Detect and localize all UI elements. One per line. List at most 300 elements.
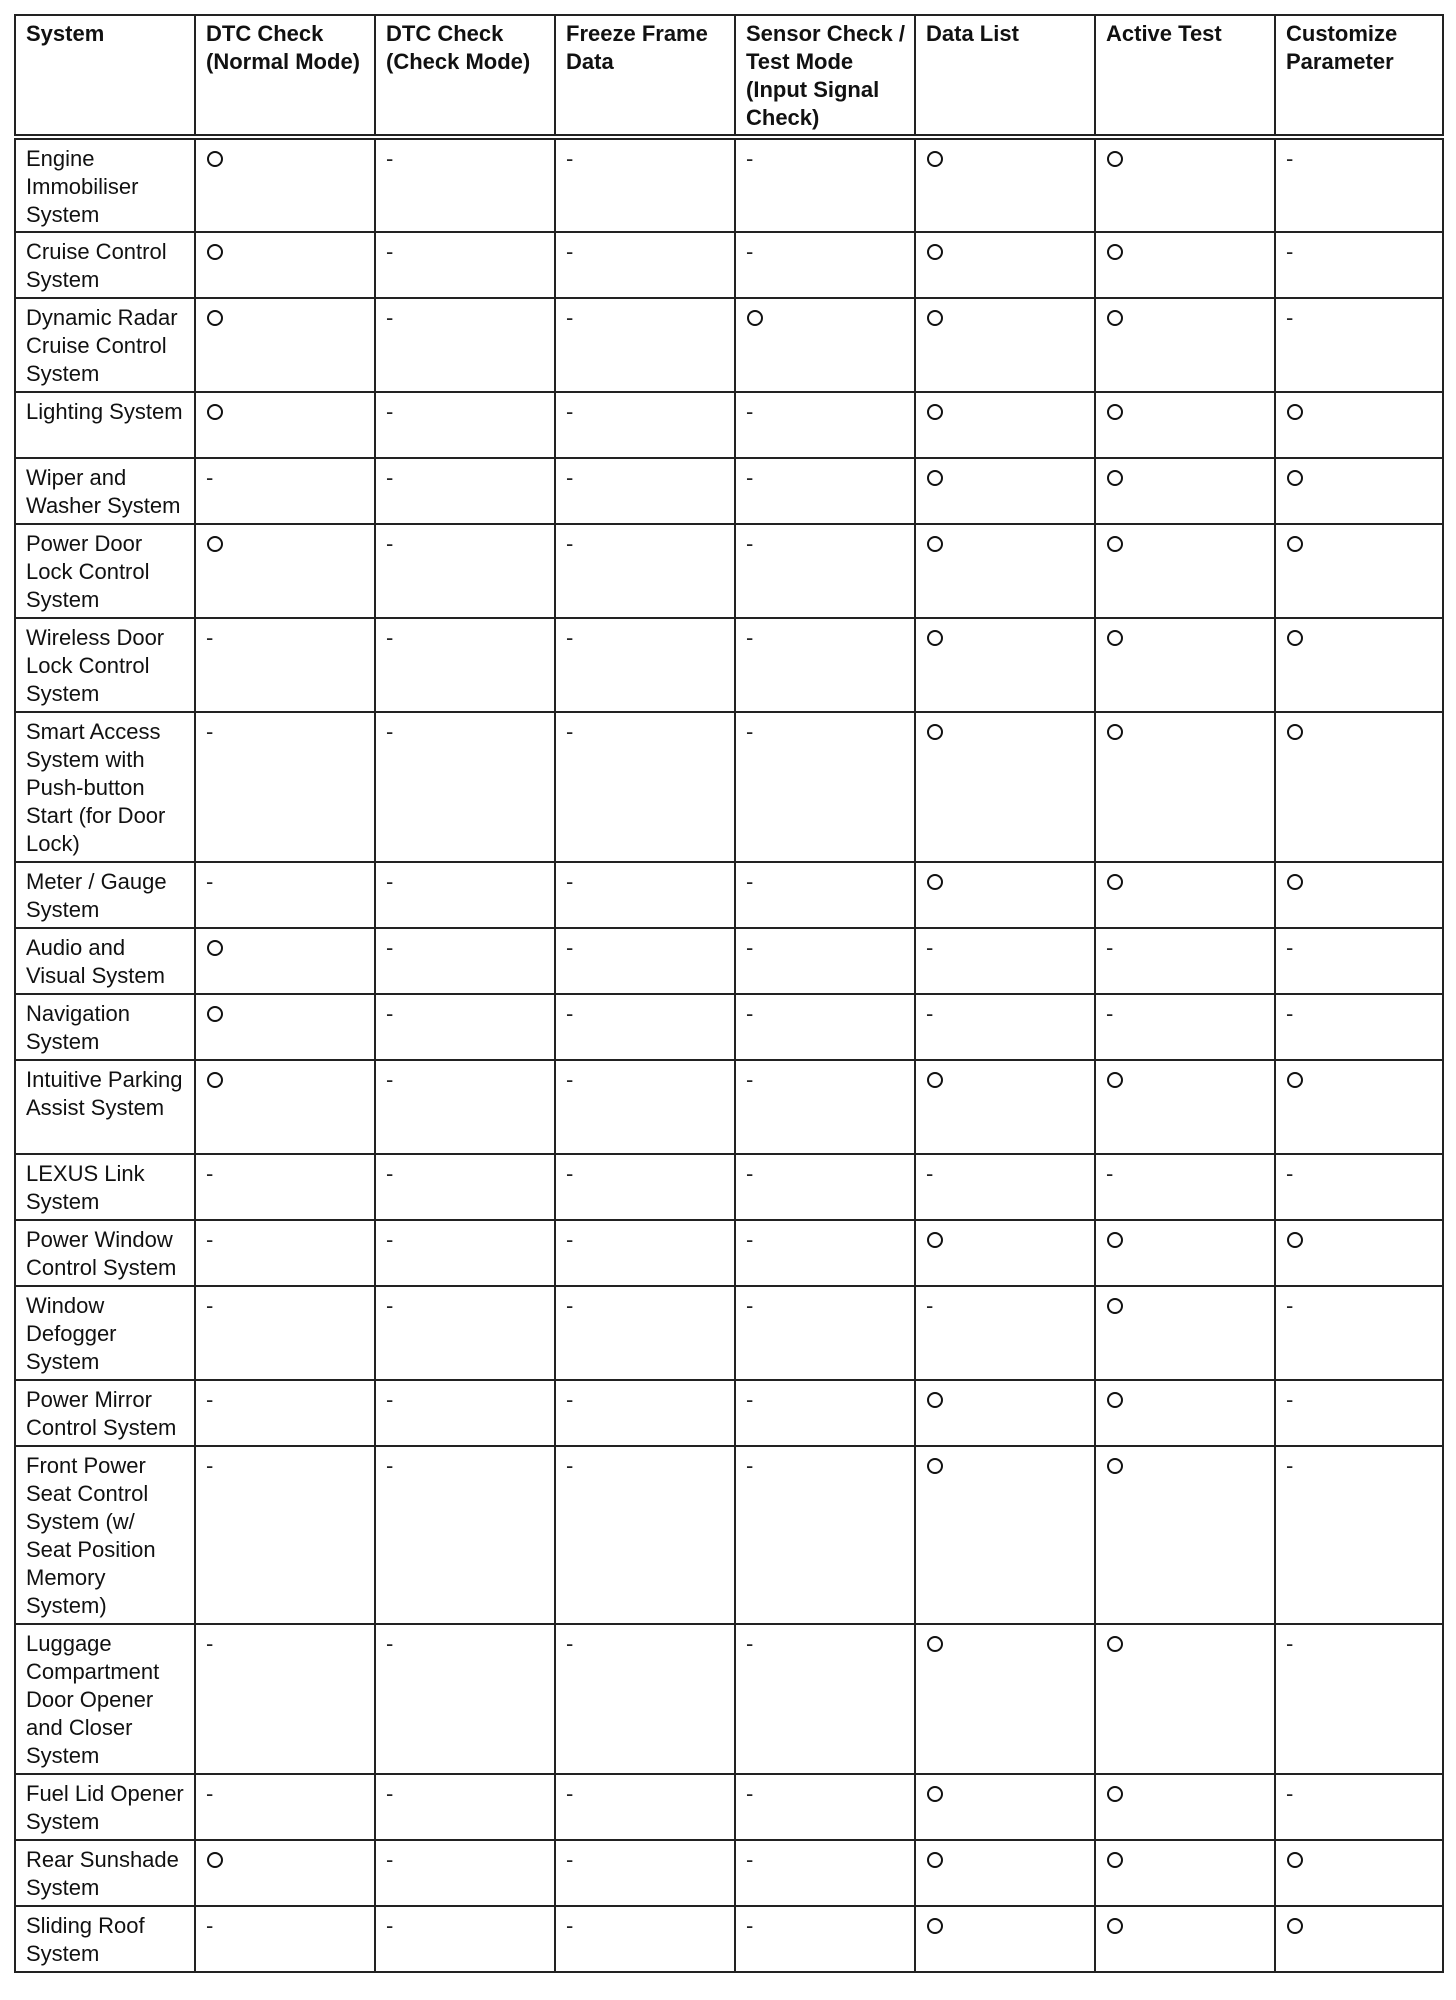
not-supported-cell: [735, 1774, 915, 1840]
circle-icon: [927, 1786, 943, 1802]
dash-mark: -: [386, 1001, 394, 1026]
not-supported-cell: [195, 458, 375, 524]
dash-mark: -: [746, 625, 754, 650]
supported-cell: [1095, 232, 1275, 298]
header-dtc-check: DTC Check (Check Mode): [375, 15, 555, 137]
dash-mark: -: [1286, 1387, 1294, 1412]
dash-mark: -: [1106, 1001, 1114, 1026]
dash-mark: -: [386, 531, 394, 556]
supported-cell: [915, 298, 1095, 392]
dash-mark: -: [386, 146, 394, 171]
circle-icon: [1107, 1918, 1123, 1934]
circle-icon: [927, 1072, 943, 1088]
system-name-cell: Smart Access System with Push-button Start (for Door Lock): [15, 712, 195, 862]
dash-mark: -: [746, 1453, 754, 1478]
not-supported-cell: [375, 712, 555, 862]
not-supported-cell: [555, 618, 735, 712]
supported-cell: [195, 524, 375, 618]
circle-icon: [207, 151, 223, 167]
header-active-test: Active Test: [1095, 15, 1275, 137]
not-supported-cell: [735, 392, 915, 458]
circle-icon: [207, 940, 223, 956]
supported-cell: [1095, 1624, 1275, 1774]
dash-mark: -: [386, 465, 394, 490]
supported-cell: [915, 232, 1095, 298]
header-customize: Customize Parameter: [1275, 15, 1443, 137]
not-supported-cell: [375, 862, 555, 928]
supported-cell: [195, 232, 375, 298]
dash-mark: -: [746, 1001, 754, 1026]
circle-icon: [1107, 1458, 1123, 1474]
supported-cell: [195, 392, 375, 458]
not-supported-cell: [735, 1446, 915, 1624]
circle-icon: [207, 536, 223, 552]
table-row: [15, 1220, 1443, 1286]
not-supported-cell: [555, 232, 735, 298]
dash-mark: -: [566, 1913, 574, 1938]
not-supported-cell: [375, 524, 555, 618]
table-row: [15, 928, 1443, 994]
dash-mark: -: [206, 1227, 214, 1252]
circle-icon: [927, 1232, 943, 1248]
not-supported-cell: [555, 928, 735, 994]
dash-mark: -: [1286, 1781, 1294, 1806]
dash-mark: -: [566, 1067, 574, 1092]
supported-cell: [1095, 1774, 1275, 1840]
circle-icon: [927, 724, 943, 740]
not-supported-cell: [555, 1286, 735, 1380]
system-name-cell: Power Door Lock Control System: [15, 524, 195, 618]
dash-mark: -: [1106, 1161, 1114, 1186]
circle-icon: [927, 1636, 943, 1652]
not-supported-cell: [555, 712, 735, 862]
supported-cell: [1275, 862, 1443, 928]
header-dtc-normal: DTC Check (Normal Mode): [195, 15, 375, 137]
table-row: [15, 298, 1443, 392]
supported-cell: [915, 1060, 1095, 1154]
circle-icon: [1287, 1232, 1303, 1248]
not-supported-cell: [915, 928, 1095, 994]
not-supported-cell: [375, 1154, 555, 1220]
circle-icon: [1287, 630, 1303, 646]
supported-cell: [1095, 712, 1275, 862]
system-name-cell: Fuel Lid Opener System: [15, 1774, 195, 1840]
dash-mark: -: [566, 305, 574, 330]
dash-mark: -: [206, 1913, 214, 1938]
dash-mark: -: [746, 1913, 754, 1938]
not-supported-cell: [1095, 1154, 1275, 1220]
circle-icon: [927, 151, 943, 167]
dash-mark: -: [746, 1293, 754, 1318]
dash-mark: -: [566, 625, 574, 650]
table-row: [15, 1840, 1443, 1906]
not-supported-cell: [735, 1906, 915, 1972]
dash-mark: -: [386, 1227, 394, 1252]
supported-cell: [915, 618, 1095, 712]
supported-cell: [1275, 1906, 1443, 1972]
supported-cell: [195, 1060, 375, 1154]
dash-mark: -: [1286, 1001, 1294, 1026]
not-supported-cell: [375, 298, 555, 392]
supported-cell: [1095, 1060, 1275, 1154]
circle-icon: [1287, 874, 1303, 890]
dash-mark: -: [746, 1227, 754, 1252]
not-supported-cell: [1095, 994, 1275, 1060]
system-name-cell: Audio and Visual System: [15, 928, 195, 994]
circle-icon: [1107, 1072, 1123, 1088]
table-row: [15, 1286, 1443, 1380]
header-system: System: [15, 15, 195, 137]
dash-mark: -: [206, 869, 214, 894]
system-name-cell: Dynamic Radar Cruise Control System: [15, 298, 195, 392]
supported-cell: [195, 137, 375, 232]
dash-mark: -: [566, 1387, 574, 1412]
not-supported-cell: [375, 1380, 555, 1446]
not-supported-cell: [375, 1774, 555, 1840]
not-supported-cell: [555, 994, 735, 1060]
circle-icon: [207, 1852, 223, 1868]
not-supported-cell: [375, 392, 555, 458]
circle-icon: [1107, 1392, 1123, 1408]
not-supported-cell: [1275, 1286, 1443, 1380]
system-name-cell: Sliding Roof System: [15, 1906, 195, 1972]
not-supported-cell: [555, 1220, 735, 1286]
dash-mark: -: [386, 1387, 394, 1412]
not-supported-cell: [555, 298, 735, 392]
not-supported-cell: [195, 1906, 375, 1972]
table-row: [15, 137, 1443, 232]
not-supported-cell: [735, 1220, 915, 1286]
supported-cell: [915, 392, 1095, 458]
dash-mark: -: [746, 1847, 754, 1872]
dash-mark: -: [1286, 1293, 1294, 1318]
dash-mark: -: [1286, 239, 1294, 264]
circle-icon: [1107, 151, 1123, 167]
supported-cell: [1275, 458, 1443, 524]
supported-cell: [1095, 618, 1275, 712]
dash-mark: -: [1286, 146, 1294, 171]
not-supported-cell: [195, 1220, 375, 1286]
circle-icon: [1107, 470, 1123, 486]
not-supported-cell: [1275, 928, 1443, 994]
circle-icon: [927, 1458, 943, 1474]
circle-icon: [1287, 1852, 1303, 1868]
dash-mark: -: [566, 1453, 574, 1478]
circle-icon: [747, 310, 763, 326]
supported-cell: [1275, 712, 1443, 862]
system-name-cell: Rear Sunshade System: [15, 1840, 195, 1906]
dash-mark: -: [1106, 935, 1114, 960]
supported-cell: [915, 137, 1095, 232]
dash-mark: -: [386, 935, 394, 960]
dash-mark: -: [746, 146, 754, 171]
not-supported-cell: [915, 994, 1095, 1060]
dash-mark: -: [386, 1631, 394, 1656]
system-name-cell: Wiper and Washer System: [15, 458, 195, 524]
not-supported-cell: [1275, 1446, 1443, 1624]
not-supported-cell: [195, 1774, 375, 1840]
not-supported-cell: [375, 137, 555, 232]
dash-mark: -: [566, 1227, 574, 1252]
circle-icon: [1107, 1786, 1123, 1802]
not-supported-cell: [915, 1154, 1095, 1220]
dash-mark: -: [206, 1631, 214, 1656]
dash-mark: -: [1286, 1161, 1294, 1186]
supported-cell: [1095, 524, 1275, 618]
system-name-cell: Engine Immobiliser System: [15, 137, 195, 232]
dash-mark: -: [566, 531, 574, 556]
not-supported-cell: [1275, 1774, 1443, 1840]
supported-cell: [1095, 1380, 1275, 1446]
supported-cell: [1095, 862, 1275, 928]
circle-icon: [1107, 536, 1123, 552]
dash-mark: -: [386, 1453, 394, 1478]
not-supported-cell: [195, 1446, 375, 1624]
not-supported-cell: [195, 862, 375, 928]
dash-mark: -: [206, 1161, 214, 1186]
system-name-cell: Power Mirror Control System: [15, 1380, 195, 1446]
not-supported-cell: [915, 1286, 1095, 1380]
dash-mark: -: [566, 465, 574, 490]
dash-mark: -: [566, 1293, 574, 1318]
circle-icon: [1107, 1298, 1123, 1314]
not-supported-cell: [555, 1624, 735, 1774]
system-name-cell: LEXUS Link System: [15, 1154, 195, 1220]
circle-icon: [1107, 404, 1123, 420]
dash-mark: -: [566, 1781, 574, 1806]
dash-mark: -: [1286, 935, 1294, 960]
not-supported-cell: [375, 1906, 555, 1972]
dash-mark: -: [206, 1293, 214, 1318]
table-row: [15, 1624, 1443, 1774]
dash-mark: -: [566, 146, 574, 171]
circle-icon: [1107, 1852, 1123, 1868]
dash-mark: -: [566, 1161, 574, 1186]
not-supported-cell: [555, 1154, 735, 1220]
not-supported-cell: [555, 137, 735, 232]
dash-mark: -: [386, 869, 394, 894]
dash-mark: -: [746, 935, 754, 960]
circle-icon: [927, 1852, 943, 1868]
not-supported-cell: [555, 1840, 735, 1906]
not-supported-cell: [735, 1840, 915, 1906]
table-row: [15, 1154, 1443, 1220]
supported-cell: [1095, 1220, 1275, 1286]
not-supported-cell: [1275, 994, 1443, 1060]
circle-icon: [207, 310, 223, 326]
dash-mark: -: [206, 719, 214, 744]
supported-cell: [1095, 1286, 1275, 1380]
supported-cell: [1095, 1906, 1275, 1972]
not-supported-cell: [555, 1906, 735, 1972]
dash-mark: -: [746, 1067, 754, 1092]
supported-cell: [1275, 1220, 1443, 1286]
dash-mark: -: [746, 239, 754, 264]
not-supported-cell: [555, 862, 735, 928]
dash-mark: -: [206, 465, 214, 490]
dash-mark: -: [566, 239, 574, 264]
dash-mark: -: [746, 1631, 754, 1656]
supported-cell: [1275, 618, 1443, 712]
circle-icon: [1107, 244, 1123, 260]
dash-mark: -: [386, 719, 394, 744]
circle-icon: [1287, 1918, 1303, 1934]
not-supported-cell: [555, 1774, 735, 1840]
circle-icon: [927, 630, 943, 646]
not-supported-cell: [375, 928, 555, 994]
table-row: [15, 392, 1443, 458]
circle-icon: [1287, 724, 1303, 740]
dash-mark: -: [746, 399, 754, 424]
not-supported-cell: [195, 1286, 375, 1380]
not-supported-cell: [1095, 928, 1275, 994]
supported-cell: [195, 298, 375, 392]
dash-mark: -: [386, 1781, 394, 1806]
circle-icon: [1287, 1072, 1303, 1088]
not-supported-cell: [375, 1446, 555, 1624]
dash-mark: -: [566, 1847, 574, 1872]
supported-cell: [1275, 392, 1443, 458]
dash-mark: -: [386, 625, 394, 650]
table-row: [15, 1774, 1443, 1840]
not-supported-cell: [735, 712, 915, 862]
header-row: [15, 15, 1443, 137]
dash-mark: -: [566, 1001, 574, 1026]
system-name-cell: Meter / Gauge System: [15, 862, 195, 928]
table-row: [15, 994, 1443, 1060]
circle-icon: [1287, 536, 1303, 552]
supported-cell: [915, 1220, 1095, 1286]
not-supported-cell: [375, 994, 555, 1060]
not-supported-cell: [555, 1446, 735, 1624]
dash-mark: -: [386, 1293, 394, 1318]
supported-cell: [195, 994, 375, 1060]
supported-cell: [1275, 1840, 1443, 1906]
supported-cell: [915, 524, 1095, 618]
dash-mark: -: [746, 465, 754, 490]
dash-mark: -: [746, 869, 754, 894]
dash-mark: -: [386, 1161, 394, 1186]
system-name-cell: Wireless Door Lock Control System: [15, 618, 195, 712]
table-row: [15, 618, 1443, 712]
system-name-cell: Window Defogger System: [15, 1286, 195, 1380]
table-row: [15, 232, 1443, 298]
supported-cell: [915, 458, 1095, 524]
not-supported-cell: [735, 1286, 915, 1380]
not-supported-cell: [555, 524, 735, 618]
not-supported-cell: [735, 458, 915, 524]
supported-cell: [1095, 1446, 1275, 1624]
not-supported-cell: [735, 928, 915, 994]
not-supported-cell: [195, 1154, 375, 1220]
dash-mark: -: [1286, 1631, 1294, 1656]
not-supported-cell: [375, 1060, 555, 1154]
dash-mark: -: [386, 1913, 394, 1938]
not-supported-cell: [1275, 137, 1443, 232]
system-name-cell: Front Power Seat Control System (w/ Seat Position Memory System): [15, 1446, 195, 1624]
circle-icon: [207, 1006, 223, 1022]
table-row: [15, 712, 1443, 862]
supported-cell: [1275, 524, 1443, 618]
circle-icon: [1107, 1232, 1123, 1248]
system-name-cell: Power Window Control System: [15, 1220, 195, 1286]
not-supported-cell: [195, 1380, 375, 1446]
circle-icon: [207, 244, 223, 260]
dash-mark: -: [746, 719, 754, 744]
supported-cell: [915, 1446, 1095, 1624]
header-data-list: Data List: [915, 15, 1095, 137]
dash-mark: -: [1286, 1453, 1294, 1478]
system-name-cell: Navigation System: [15, 994, 195, 1060]
system-name-cell: Luggage Compartment Door Opener and Closer System: [15, 1624, 195, 1774]
dash-mark: -: [206, 1387, 214, 1412]
header-sensor-check: Sensor Check / Test Mode (Input Signal Check): [735, 15, 915, 137]
circle-icon: [927, 536, 943, 552]
supported-cell: [1095, 1840, 1275, 1906]
dash-mark: -: [566, 1631, 574, 1656]
dash-mark: -: [746, 1387, 754, 1412]
circle-icon: [927, 470, 943, 486]
circle-icon: [1287, 470, 1303, 486]
not-supported-cell: [375, 1220, 555, 1286]
dash-mark: -: [566, 869, 574, 894]
circle-icon: [1107, 310, 1123, 326]
dash-mark: -: [746, 1161, 754, 1186]
dash-mark: -: [566, 935, 574, 960]
not-supported-cell: [375, 618, 555, 712]
table-row: [15, 1380, 1443, 1446]
supported-cell: [915, 1624, 1095, 1774]
supported-cell: [915, 712, 1095, 862]
table-row: [15, 1906, 1443, 1972]
table-row: [15, 524, 1443, 618]
not-supported-cell: [735, 232, 915, 298]
circle-icon: [927, 244, 943, 260]
table-row: [15, 458, 1443, 524]
not-supported-cell: [735, 618, 915, 712]
not-supported-cell: [375, 1286, 555, 1380]
dash-mark: -: [926, 1293, 934, 1318]
not-supported-cell: [735, 1154, 915, 1220]
dash-mark: -: [386, 1847, 394, 1872]
system-function-table: [14, 14, 1444, 1973]
supported-cell: [1095, 392, 1275, 458]
not-supported-cell: [1275, 1380, 1443, 1446]
dash-mark: -: [926, 935, 934, 960]
supported-cell: [915, 1380, 1095, 1446]
circle-icon: [927, 1392, 943, 1408]
table-row: [15, 862, 1443, 928]
supported-cell: [915, 1774, 1095, 1840]
supported-cell: [915, 1906, 1095, 1972]
not-supported-cell: [1275, 1624, 1443, 1774]
circle-icon: [927, 310, 943, 326]
not-supported-cell: [555, 1380, 735, 1446]
dash-mark: -: [1286, 305, 1294, 330]
not-supported-cell: [1275, 232, 1443, 298]
dash-mark: -: [566, 399, 574, 424]
not-supported-cell: [735, 862, 915, 928]
supported-cell: [1095, 137, 1275, 232]
dash-mark: -: [206, 1453, 214, 1478]
circle-icon: [1107, 1636, 1123, 1652]
supported-cell: [915, 862, 1095, 928]
supported-cell: [195, 1840, 375, 1906]
not-supported-cell: [735, 137, 915, 232]
system-name-cell: Intuitive Parking Assist System: [15, 1060, 195, 1154]
circle-icon: [1287, 404, 1303, 420]
table-row: [15, 1060, 1443, 1154]
